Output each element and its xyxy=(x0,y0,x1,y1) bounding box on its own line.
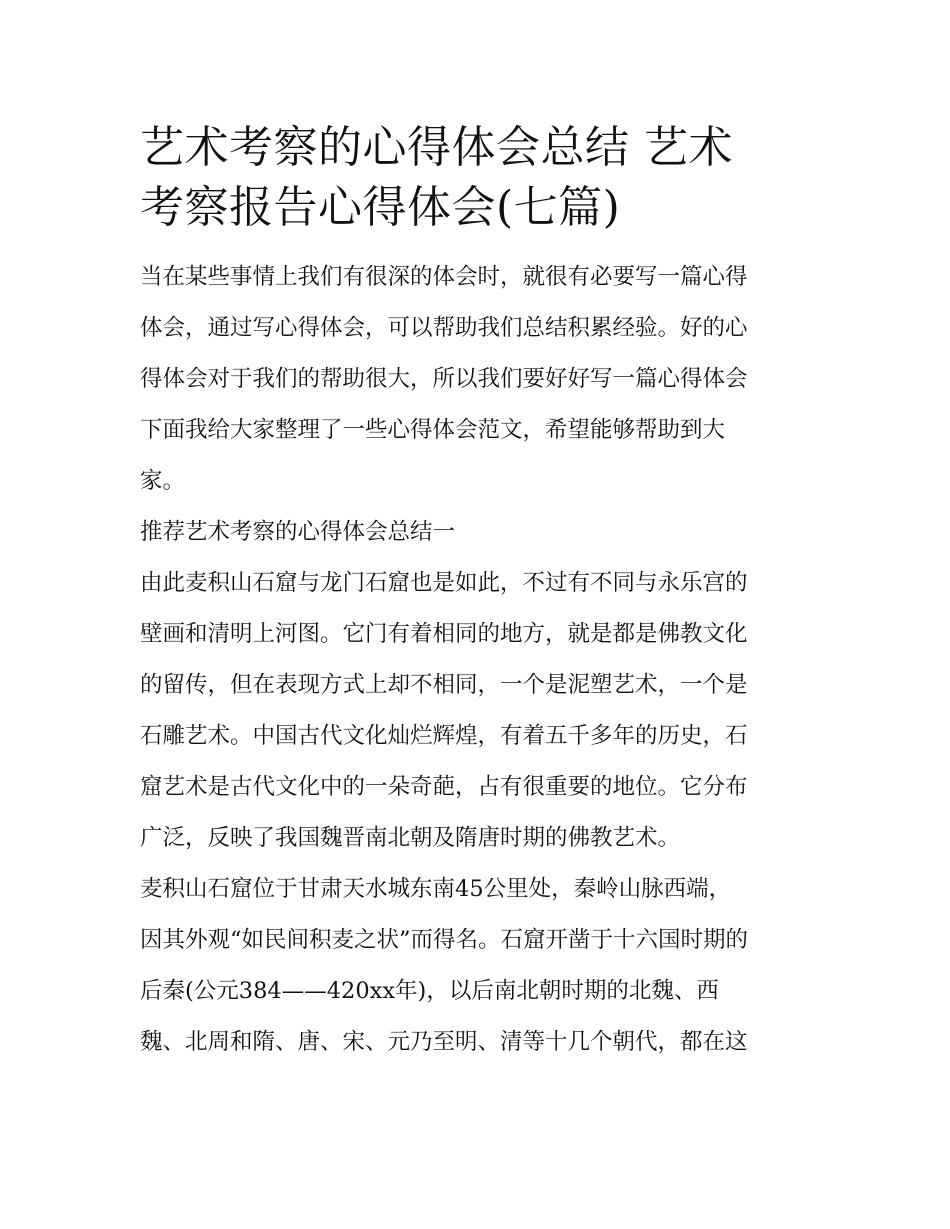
paragraph-line: 家。 xyxy=(140,468,186,494)
title-line-1: 艺术考察的心得体会总结 艺术 xyxy=(140,122,733,173)
document-content xyxy=(140,118,812,1068)
paragraph-line: 得体会对于我们的帮助很大，所以我们要好好写一篇心得体会 xyxy=(140,366,748,392)
paragraph-line: 麦积山石窟位于甘肃天水城东南45公里处，秦岭山脉西端， xyxy=(140,876,732,902)
title-line-2: 考察报告心得体会(七篇) xyxy=(140,182,621,233)
paragraph-line: 体会，通过写心得体会，可以帮助我们总结积累经验。好的心 xyxy=(140,315,748,341)
paragraph-line: 的留传，但在表现方式上却不相同，一个是泥塑艺术，一个是 xyxy=(140,672,748,698)
paragraph-line: 广泛，反映了我国魏晋南北朝及隋唐时期的佛教艺术。 xyxy=(140,825,681,851)
paragraph-line: 石雕艺术。中国古代文化灿烂辉煌，有着五千多年的历史，石 xyxy=(140,723,748,749)
paragraph-line: 下面我给大家整理了一些心得体会范文，希望能够帮助到大 xyxy=(140,417,726,443)
paragraph-line: 壁画和清明上河图。它门有着相同的地方，就是都是佛教文化 xyxy=(140,621,748,647)
paragraph-line: 魏、北周和隋、唐、宋、元乃至明、清等十几个朝代，都在这 xyxy=(140,1029,748,1055)
paragraph-line: 后秦(公元384——420xx年)，以后南北朝时期的北魏、西 xyxy=(140,978,719,1004)
section-heading: 推荐艺术考察的心得体会总结一 xyxy=(140,519,456,545)
paragraph-line: 当在某些事情上我们有很深的体会时，就很有必要写一篇心得 xyxy=(140,264,748,290)
paragraph-line: 由此麦积山石窟与龙门石窟也是如此，不过有不同与永乐宫的 xyxy=(140,570,748,596)
document-body xyxy=(140,252,812,1068)
document-title xyxy=(140,118,812,238)
paragraph-line: 因其外观“如民间积麦之状”而得名。石窟开凿于十六国时期的 xyxy=(140,927,749,953)
paragraph-line: 窟艺术是古代文化中的一朵奇葩，占有很重要的地位。它分布 xyxy=(140,774,748,800)
